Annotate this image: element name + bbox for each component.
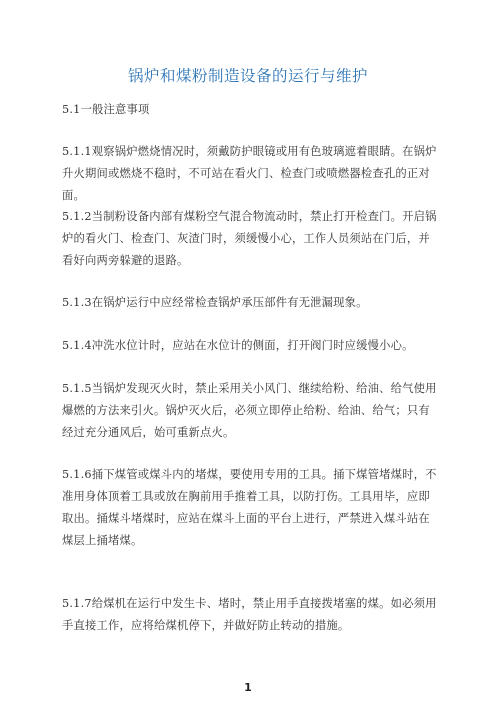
paragraph-5-1-4	[62, 335, 438, 357]
document-title: 锅炉和煤粉制造设备的运行与维护	[127, 67, 368, 85]
paragraph-5-1-5	[62, 378, 438, 444]
paragraph-text: 5.1.5当锅炉发现灭火时，禁止采用关小风门、继续给粉、给油、给气使用爆燃的方法来引火。锅炉灭火后，必须立即停止给粉、给油、给气；只有经过充分通风后，始可重新点火。	[62, 382, 437, 439]
paragraph-text: 5.1.6捅下煤管或煤斗内的堵煤，要使用专用的工具。捅下煤管堵煤时，不准用身体顶着工具或放在胸前用手推着工具，以防打伤。工具用毕，应即取出。捅煤斗堵煤时，应站在煤斗上面的平台上进行，严禁进入煤斗站在煤层上捅堵煤。	[62, 468, 437, 547]
paragraph-5-1-1	[62, 141, 438, 207]
paragraph-text: 5.1一般注意事项	[62, 103, 150, 116]
paragraph-5-1-6	[62, 464, 438, 552]
section-heading-5-1	[62, 99, 438, 121]
paragraph-text: 5.1.2当制粉设备内部有煤粉空气混合物流动时，禁止打开检查门。开启锅炉的看火门、检查门、灰渣门时，须缓慢小心，工作人员须站在门后，并看好向两旁躲避的退路。	[62, 210, 437, 267]
paragraph-5-1-2	[62, 206, 438, 272]
paragraph-text: 5.1.7给煤机在运行中发生卡、堵时，禁止用手直接拨堵塞的煤。如必须用手直接工作，应将给煤机停下，并做好防止转动的措施。	[62, 597, 437, 632]
paragraph-5-1-3	[62, 292, 438, 314]
paragraph-text: 5.1.1观察锅炉燃烧情况时，须戴防护眼镜或用有色玻璃遮着眼睛。在锅炉升火期间或燃烧不稳时，不可站在看火门、检查门或喷燃器检查孔的正对面。	[62, 145, 437, 202]
paragraph-text: 5.1.3在锅炉运行中应经常检查锅炉承压部件有无泄漏现象。	[62, 296, 368, 309]
page-number: 1	[244, 681, 252, 694]
paragraph-5-1-7	[62, 593, 438, 637]
paragraph-text: 5.1.4冲洗水位计时，应站在水位计的侧面，打开阀门时应缓慢小心。	[62, 339, 414, 352]
